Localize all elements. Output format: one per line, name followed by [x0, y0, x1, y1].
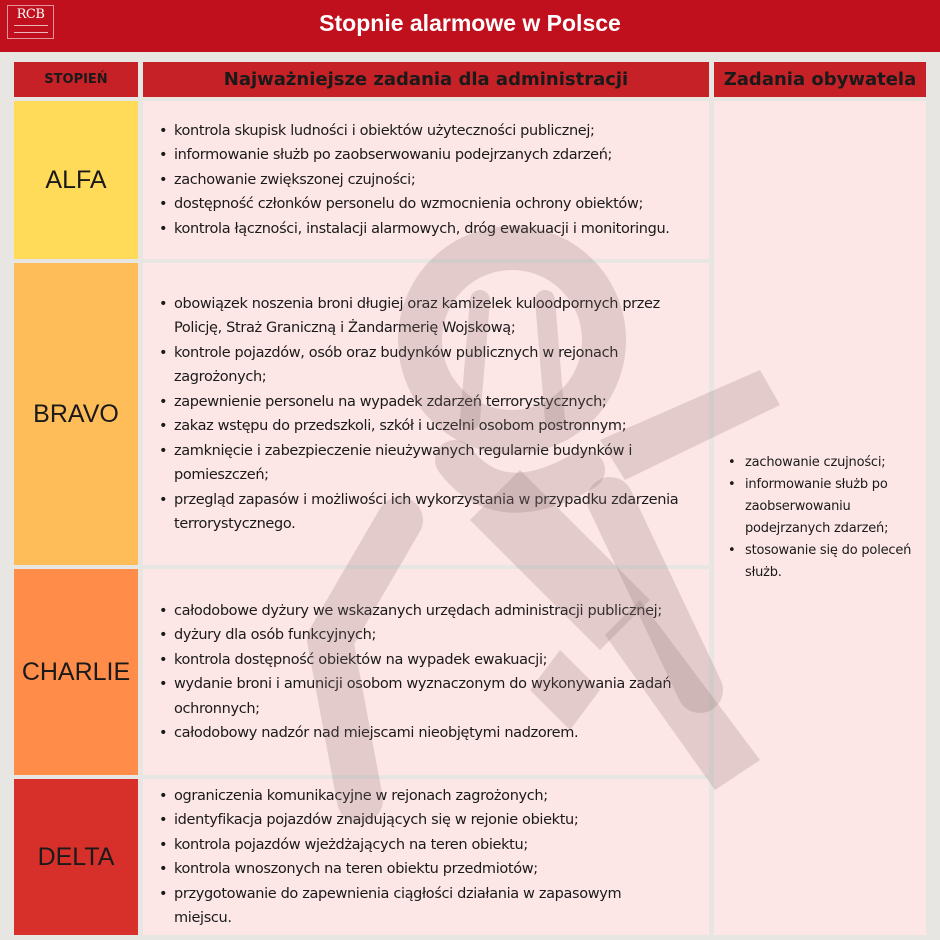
task-item: • kontrola dostępność obiektów na wypadek ewakuacji; [159, 648, 694, 673]
page-title: Stopnie alarmowe w Polsce [319, 10, 621, 36]
citizen-task-list [728, 452, 926, 584]
title-banner [0, 0, 940, 52]
task-list [159, 784, 669, 931]
task-item: • kontrole pojazdów, osób oraz budynków publicznych w rejonach zagrożonych; [159, 341, 694, 390]
level-cell-alfa: ALFA [14, 101, 138, 259]
column-header-admin: Najważniejsze zadania dla administracji [143, 62, 709, 97]
task-item: • zapewnienie personelu na wypadek zdarzeń terrorystycznych; [159, 390, 694, 415]
task-item: • zamknięcie i zabezpieczenie nieużywanych regularnie budynków i pomieszczeń; [159, 439, 694, 488]
task-item: • całodobowe dyżury we wskazanych urzędach administracji publicznej; [159, 599, 694, 624]
task-item: • całodobowy nadzór nad miejscami nieobjętymi nadzorem. [159, 721, 694, 746]
task-item: • kontrola łączności, instalacji alarmowych, dróg ewakuacji i monitoringu. [159, 217, 689, 242]
task-list [159, 599, 694, 746]
citizen-task-item: • zachowanie czujności; [728, 452, 926, 474]
task-item: • dyżury dla osób funkcyjnych; [159, 623, 694, 648]
citizen-task-item: • informowanie służb po zaobserwowaniu podejrzanych zdarzeń; [728, 474, 926, 540]
column-header-citizen: Zadania obywatela [714, 62, 926, 97]
task-item: • kontrola pojazdów wjeżdżających na teren obiektu; [159, 833, 669, 858]
citizen-task-item: • stosowanie się do poleceń służb. [728, 540, 926, 584]
admin-tasks-charlie [143, 569, 709, 775]
column-header-level: STOPIEŃ [14, 62, 138, 97]
task-item: • zakaz wstępu do przedszkoli, szkół i uczelni osobom postronnym; [159, 414, 694, 439]
task-item: • ograniczenia komunikacyjne w rejonach zagrożonych; [159, 784, 669, 809]
task-item: • obowiązek noszenia broni długiej oraz kamizelek kuloodpornych przez Policję, Straż Graniczną i Żandarmerię Wojskową; [159, 292, 694, 341]
task-list [159, 119, 689, 242]
admin-tasks-alfa [143, 101, 709, 259]
task-list [159, 292, 694, 537]
level-cell-charlie: CHARLIE [14, 569, 138, 775]
task-item: • zachowanie zwiększonej czujności; [159, 168, 689, 193]
task-item: • identyfikacja pojazdów znajdujących się w rejonie obiektu; [159, 808, 669, 833]
level-cell-delta: DELTA [14, 779, 138, 935]
task-item: • przegląd zapasów i możliwości ich wykorzystania w przypadku zdarzenia terrorystycznego. [159, 488, 694, 537]
task-item: • kontrola wnoszonych na teren obiektu przedmiotów; [159, 857, 669, 882]
task-item: • przygotowanie do zapewnienia ciągłości działania w zapasowym miejscu. [159, 882, 669, 931]
admin-tasks-delta [143, 779, 709, 935]
task-item: • kontrola skupisk ludności i obiektów użyteczności publicznej; [159, 119, 689, 144]
task-item: • informowanie służb po zaobserwowaniu podejrzanych zdarzeń; [159, 143, 689, 168]
level-cell-bravo: BRAVO [14, 263, 138, 565]
citizen-tasks-cell [714, 101, 926, 935]
task-item: • wydanie broni i amunicji osobom wyznaczonym do wykonywania zadań ochronnych; [159, 672, 694, 721]
logo-text: RCB [16, 7, 45, 22]
task-item: • dostępność członków personelu do wzmocnienia ochrony obiektów; [159, 192, 689, 217]
admin-tasks-bravo [143, 263, 709, 565]
